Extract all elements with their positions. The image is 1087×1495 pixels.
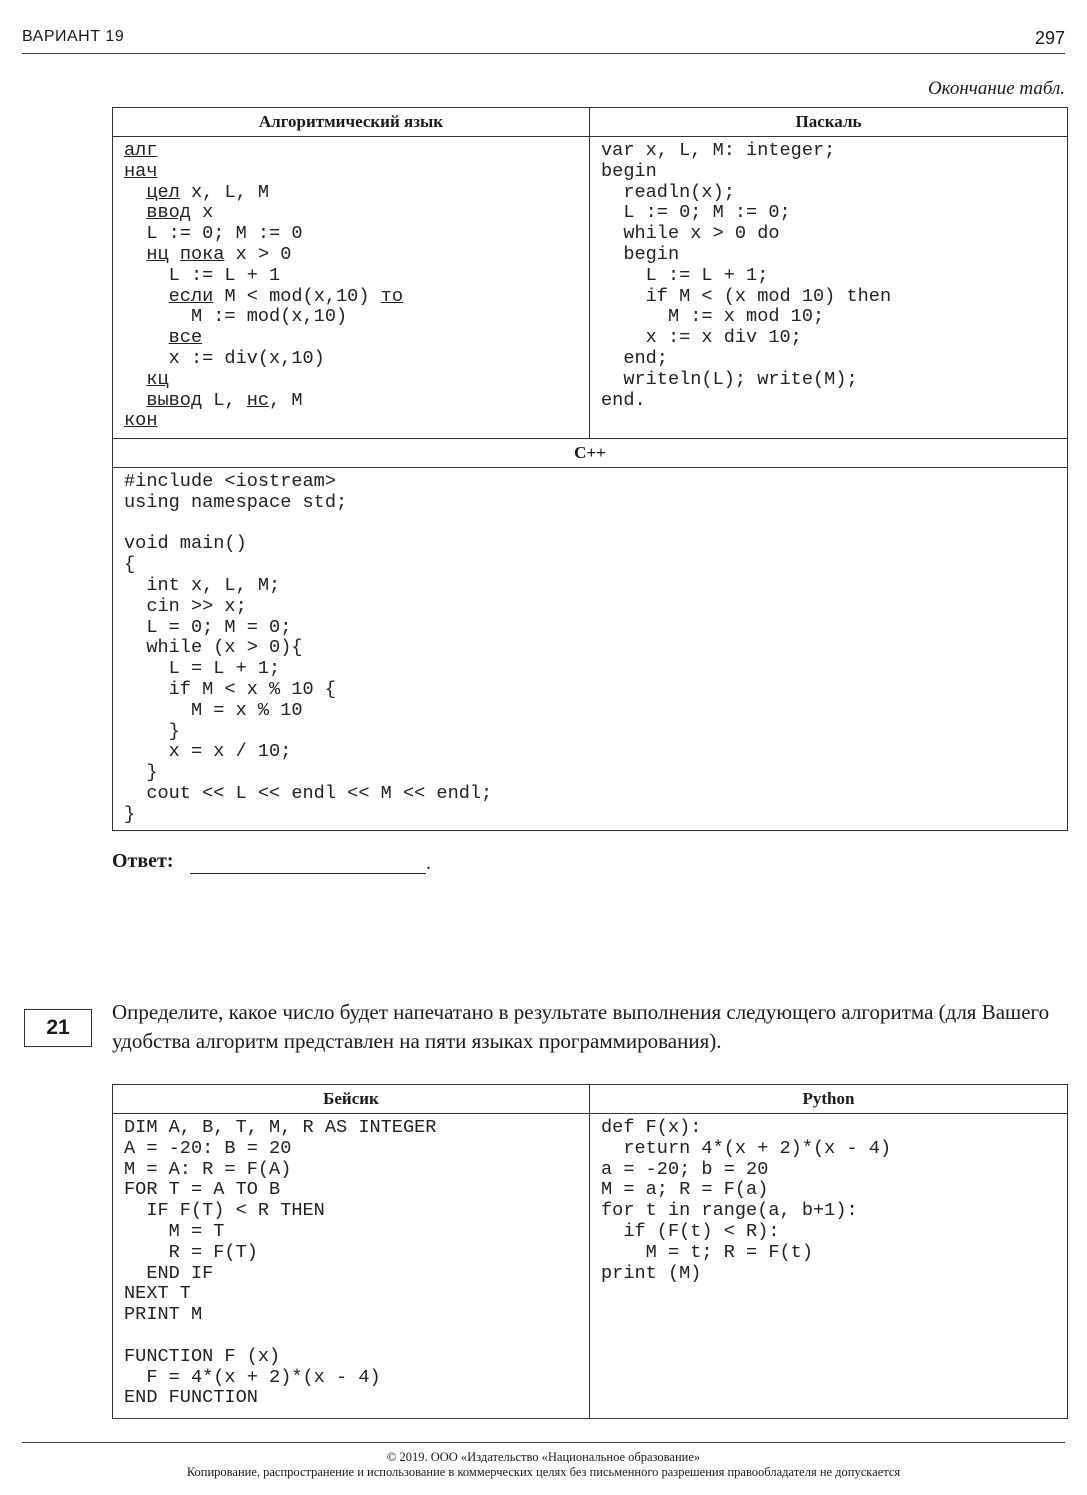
algo-keyword: вывод [146, 389, 203, 411]
algo-code: алг нач цел x, L, M ввод x L := 0; M := 0 нц пока x > 0 L := L + 1 если M < mod(x,10) то M := mod(x,10) все x := div(x,10) кц вывод L, нс, M кон [124, 140, 403, 432]
python-code: def F(x): return 4*(x + 2)*(x - 4) a = -20; b = 20 M = a; R = F(a) for t in range(a, b+1): if (F(t) < R): M = t; R = F(t) print (M) [601, 1117, 892, 1284]
header-algo: Алгоритмический язык [113, 108, 590, 137]
code-table-2 [112, 1084, 1068, 1419]
header-divider [22, 53, 1065, 54]
algo-keyword: цел [146, 181, 180, 203]
footer-copyright: © 2019. ООО «Издательство «Национальное образование» [386, 1450, 701, 1464]
basic-code: DIM A, B, T, M, R AS INTEGER A = -20: B = 20 M = A: R = F(A) FOR T = A TO B IF F(T) < R THEN M = T R = F(T) END IF NEXT T PRINT M FUNCTION F (x) F = 4*(x + 2)*(x - 4) END FUNCTION [124, 1117, 437, 1409]
algo-keyword: то [380, 285, 403, 307]
task-text: Определите, какое число будет напечатано в результате выполнения следующего алгоритма (для Вашего удобства алгоритм представлен на пяти языках программирования). [112, 1000, 1050, 1053]
algo-keyword: алг [124, 140, 158, 161]
basic-cell [113, 1114, 590, 1419]
algo-keyword: все [168, 327, 203, 349]
cpp-code: #include <iostream> using namespace std; void main() { int x, L, M; cin >> x; L = 0; M = 0; while (x > 0){ L = L + 1; if M < x % 10 { M = x % 10 } x = x / 10; } cout << L << endl << M << endl; } [124, 471, 493, 825]
pascal-cell [590, 137, 1068, 439]
algo-keyword: если [168, 285, 214, 307]
table-caption: Окончание табл. [927, 78, 1065, 99]
answer-dot: . [426, 852, 431, 874]
header-pascal: Паскаль [590, 108, 1068, 137]
algo-keyword: нц [146, 243, 169, 265]
algo-keyword: кон [124, 410, 158, 432]
task-number: 21 [24, 1009, 92, 1047]
footer-divider [22, 1442, 1065, 1443]
algo-keyword: нс [246, 389, 270, 411]
algo-keyword: пока [179, 243, 225, 265]
answer-field[interactable] [190, 873, 426, 874]
algo-keyword: нач [124, 160, 158, 182]
page-number: 297 [1034, 28, 1065, 48]
footer-notice: Копирование, распространение и использование в коммерческих целях без письменного разрешения правообладателя не допускается [186, 1465, 901, 1479]
answer-label: Ответ: [112, 850, 174, 872]
header-cpp: C++ [113, 439, 1068, 468]
variant-label: ВАРИАНТ 19 [22, 28, 125, 45]
algo-keyword: ввод [146, 202, 191, 224]
cpp-cell [113, 468, 1068, 831]
algo-keyword: кц [146, 368, 169, 390]
python-cell [590, 1114, 1068, 1419]
pascal-code: var x, L, M: integer; begin readln(x); L := 0; M := 0; while x > 0 do begin L := L + 1; if M < (x mod 10) then M := x mod 10; x := x div 10; end; writeln(L); write(M); end. [601, 140, 892, 411]
algo-cell [113, 137, 590, 439]
header-basic: Бейсик [113, 1085, 590, 1114]
header-python: Python [590, 1085, 1068, 1114]
code-table-1 [112, 107, 1068, 831]
